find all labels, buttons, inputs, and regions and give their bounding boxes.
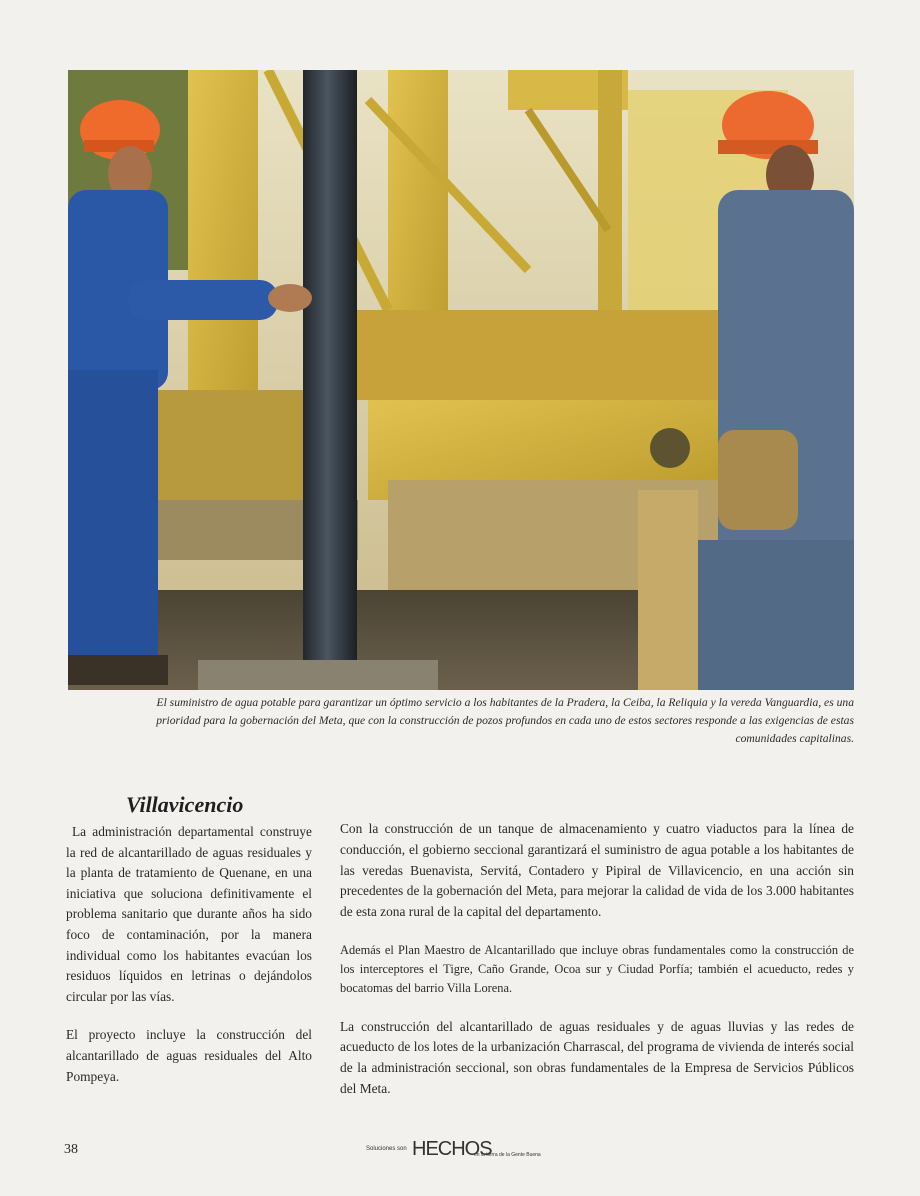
paragraph: La construcción del alcantarillado de aguas residuales y de aguas lluvias y las redes de acueducto de los lotes de la urbanización Charrascal, del programa de vivienda de interés social de la administración seccional, son obras fundamentales de la Empresa de Servicios Públicos del Meta.: [340, 1018, 854, 1096]
drilling-rig-photo: [68, 70, 854, 690]
photo-caption: El suministro de agua potable para garantizar un óptimo servicio a los habitantes de la Pradera, la Ceiba, la Reliquia y la vereda Vanguardia, es una prioridad para la gobernación del Meta, que con la construcción de pozos profundos en cada uno de estos sectores responde a las exigencias de estas comunidades capitalinas.: [156, 696, 854, 745]
right-column: [340, 819, 854, 1118]
brand-pre-text: Soluciones son: [366, 1146, 407, 1152]
section-title: Villavicencio: [126, 792, 244, 817]
paragraph: La administración departamental construye la red de alcantarillado de aguas residuales y la planta de tratamiento de Quenane, en una iniciativa que soluciona definitivamente el problema sanitario que durante años ha sido foco de contaminación, por la manera individual como los habitantes evacúan los residuos líquidos en letrinas o dejándolos circular por las vías.: [66, 824, 312, 1004]
page-number: 38: [64, 1142, 78, 1157]
left-column: [66, 822, 312, 1105]
photo-illustration: [68, 70, 854, 690]
brand-post-text: en la tierra de la Gente Buena: [474, 1152, 541, 1158]
paragraph: Además el Plan Maestro de Alcantarillado que incluye obras fundamentales como la construcción de los interceptores el Tigre, Caño Grande, Ocoa sur y Ciudad Porfía; también el acueducto, redes y bocatomas del barrio Villa Lorena.: [340, 942, 854, 996]
footer-brand-logo: [366, 1140, 566, 1164]
paragraph: El proyecto incluye la construcción del alcantarillado de aguas residuales del Alto Pompeya.: [66, 1027, 312, 1084]
brand-main-text: HECHOS: [412, 1138, 492, 1160]
paragraph: Con la construcción de un tanque de almacenamiento y cuatro viaductos para la línea de conducción, el gobierno seccional garantizará el suministro de agua potable a los habitantes de las veredas Buenavista, Servitá, Contadero y Pipiral de Villavicencio, en una acción sin precedentes de la gobernación del Meta, para mejorar la calidad de vida de los 3.000 habitantes de esta zona rural de la capital del departamento.: [340, 821, 854, 920]
